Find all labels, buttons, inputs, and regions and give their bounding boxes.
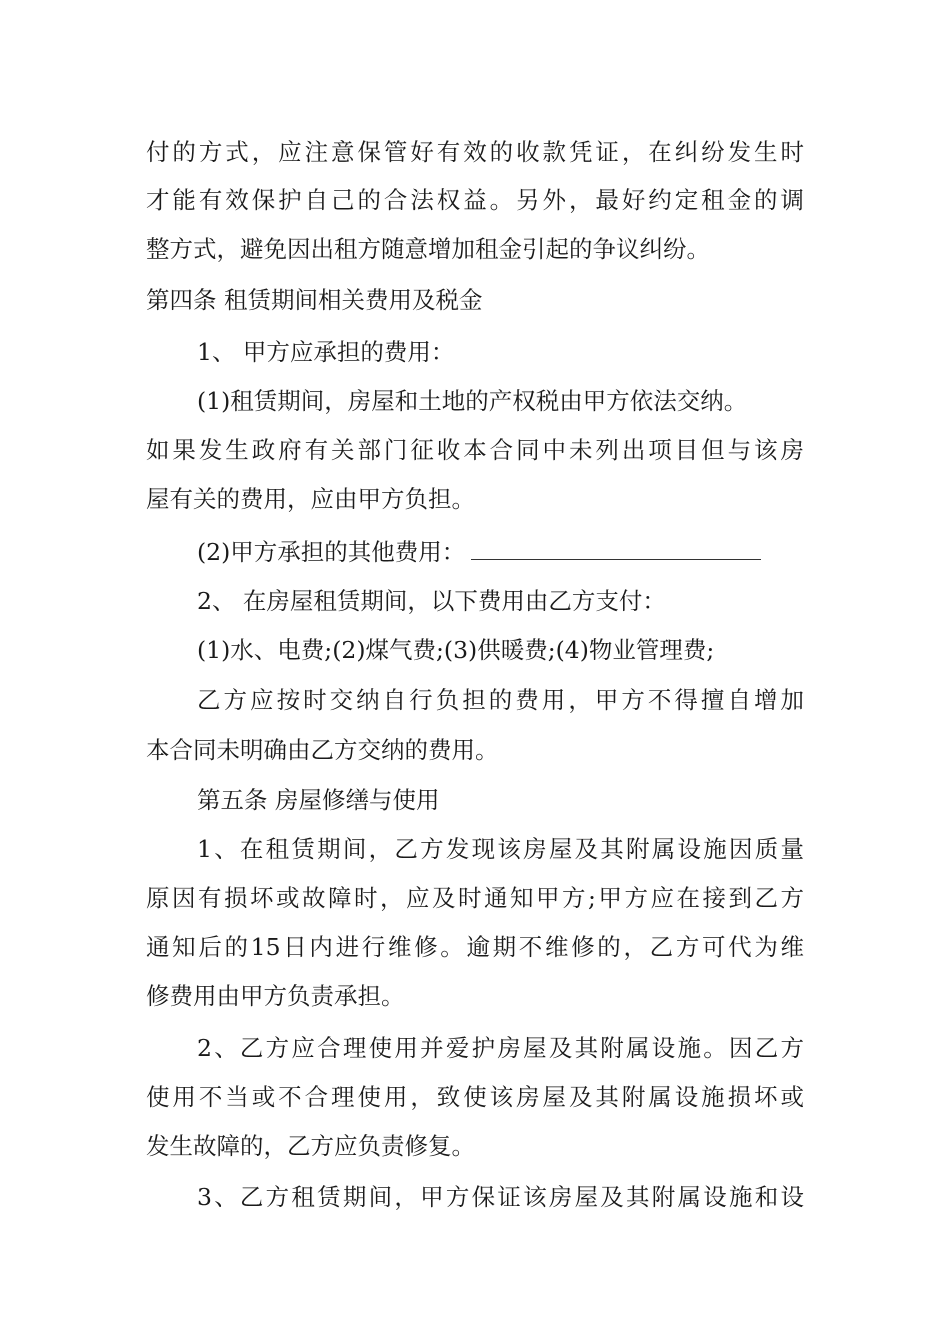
body-line: 付的方式，应注意保管好有效的收款凭证，在纠纷发生时 [146, 138, 804, 166]
body-line: 使用不当或不合理使用，致使该房屋及其附属设施损坏或 [146, 1083, 804, 1111]
body-line: 通知后的15日内进行维修。逾期不维修的，乙方可代为维 [146, 933, 804, 961]
body-line: 屋有关的费用，应由甲方负担。 [146, 485, 475, 513]
body-line: 修费用由甲方负责承担。 [146, 982, 405, 1010]
body-line: 本合同未明确由乙方交纳的费用。 [146, 736, 499, 764]
body-line: 2、乙方应合理使用并爱护房屋及其附属设施。因乙方 [197, 1034, 804, 1062]
fill-in-blank [471, 537, 761, 560]
clause-heading: 2、 在房屋租赁期间，以下费用由乙方支付： [197, 587, 666, 615]
body-line: 3、乙方租赁期间，甲方保证该房屋及其附属设施和设 [197, 1183, 804, 1211]
body-line: 才能有效保护自己的合法权益。另外，最好约定租金的调 [146, 186, 804, 214]
body-line: 整方式，避免因出租方随意增加租金引起的争议纠纷。 [146, 235, 710, 263]
body-line-with-blank [197, 536, 761, 568]
body-line: (1)水、电费;(2)煤气费;(3)供暖费;(4)物业管理费; [197, 636, 715, 664]
body-line: 发生故障的，乙方应负责修复。 [146, 1132, 475, 1160]
clause-heading: 1、 甲方应承担的费用： [197, 338, 455, 366]
body-line: 1、在租赁期间，乙方发现该房屋及其附属设施因质量 [197, 835, 804, 863]
body-text: (2)甲方承担的其他费用： [197, 538, 466, 566]
body-line: 乙方应按时交纳自行负担的费用，甲方不得擅自增加 [197, 686, 804, 714]
body-line: 如果发生政府有关部门征收本合同中未列出项目但与该房 [146, 436, 804, 464]
section-heading: 第五条 房屋修缮与使用 [197, 786, 440, 814]
body-line: 原因有损坏或故障时，应及时通知甲方;甲方应在接到乙方 [146, 884, 804, 912]
section-heading: 第四条 租赁期间相关费用及税金 [146, 286, 483, 314]
body-line: (1)租赁期间，房屋和土地的产权税由甲方依法交纳。 [197, 387, 748, 415]
